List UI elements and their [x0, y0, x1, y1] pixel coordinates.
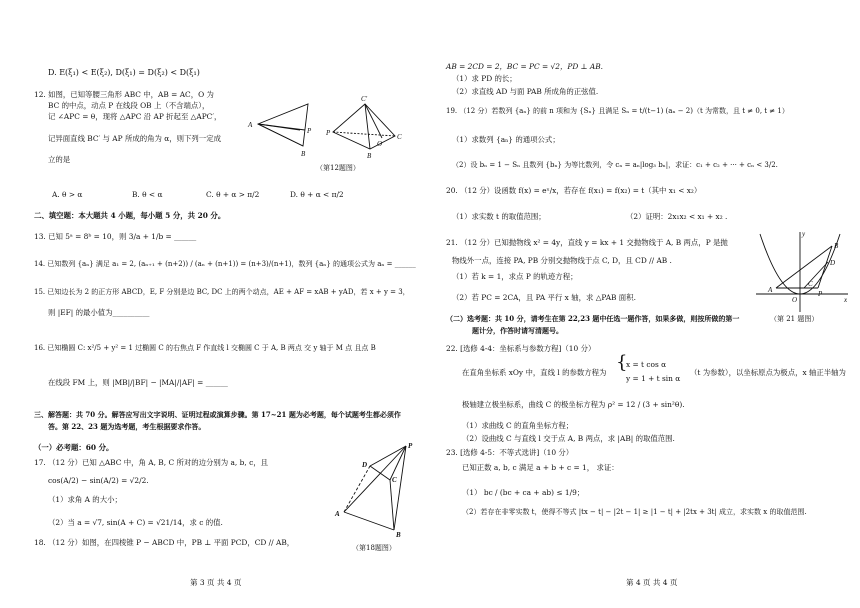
section3-line1: 三、解答题：共 70 分。解答应写出文字说明、证明过程或演算步骤。第 17~21 题为必考题，每个试题考生都必须作	[34, 410, 401, 419]
q18-line1: 18. （12 分）如图，在四棱锥 P − ABCD 中，PB ⊥ 平面 PCD，CD // AB，	[34, 538, 295, 547]
q17-line2: cos(A/2) − sin(A/2) = √2/2.	[48, 476, 149, 485]
q23-line1: 已知正数 a, b, c 满足 a + b + c = 1， 求证：	[462, 463, 619, 472]
q21-part1: （1）若 k = 1，求点 P 的轨迹方程；	[452, 272, 578, 281]
q18-continuation: AB = 2CD = 2，BC = PC = √2，PD ⊥ AB.	[446, 62, 604, 71]
q22-part2: （2）设曲线 C 与直线 l 交于点 A, B 两点，求 |AB| 的取值范围.	[462, 434, 675, 443]
q18-fig-label-p: P	[408, 442, 413, 450]
q21-fig-label-a: A	[768, 286, 773, 294]
right-page	[430, 0, 860, 608]
q21-part2: （2）若 PC = 2CA，且 PA 平行 x 轴，求 △PAB 面积.	[452, 293, 636, 302]
q12-caption: （第12题图）	[316, 164, 360, 172]
q21-fig-label-d: D	[830, 259, 836, 267]
q22-system-x: x = t cos α	[626, 360, 667, 369]
q17-line4: （2）当 a = √7, sin(A + C) = √21/14，求 c 的值.	[48, 518, 223, 527]
elective-line1: （二）选考题：共 10 分，请考生在第 22,23 题中任选一题作答，如果多做，则按所做的第一	[446, 314, 740, 323]
q19-part1: （1）求数列 {aₙ} 的通项公式；	[452, 135, 560, 144]
q17-line1: 17. （12 分）已知 △ABC 中，角 A, B, C 所对的边分别为 a, b, c，且	[34, 458, 268, 467]
q18-caption: （第18题图）	[352, 544, 396, 552]
q12-option-d: D. θ + α < π/2	[290, 190, 344, 199]
q19-line1: 19. （12 分）若数列 {aₙ} 的前 n 项和为 {Sₙ} 且满足 Sₙ = t/(t−1) (aₙ − 2)（t 为常数，且 t ≠ 0, t ≠ 1）	[446, 107, 789, 115]
q18-figure	[330, 440, 420, 540]
q18-part2: （2）求直线 AD 与面 PAB 所成角的正弦值.	[452, 87, 599, 96]
q12-line4: 记异面直线 BC′ 与 AP 所成的角为 α，则下列一定成	[48, 134, 221, 143]
q12-line2: BC 的中点，动点 P 在线段 OB 上（不含端点），	[48, 101, 210, 110]
compulsory-heading: （一）必考题：60 分。	[34, 443, 114, 452]
q12-option-b: B. θ < α	[132, 190, 163, 199]
q21-line2: 物线外一点，连接 PA, PB 分别交抛物线于点 C, D，且 CD // AB .	[452, 256, 672, 265]
q19-part2: （2）设 bₙ = 1 − Sₙ 且数列 {bₙ} 为等比数列，令 cₙ = aₙ|log₃ bₙ|，求证：c₁ + c₂ + ··· + cₙ < 3/2.	[452, 161, 778, 169]
q20-line1: 20. （12 分）设函数 f(x) = eˣ/x，若存在 f(x₁) = f(x₂) = t（其中 x₁ < x₂）	[446, 186, 702, 195]
q18-fig-label-b: B	[396, 531, 401, 539]
q18-fig-label-d: D	[362, 461, 368, 469]
q17-line3: （1）求角 A 的大小；	[48, 495, 122, 504]
q12-fig-label-b2: B	[367, 152, 372, 160]
q21-fig-label-o: O	[792, 296, 798, 304]
q13: 13. 已知 5ᵃ = 8ᵇ = 10，则 3/a + 1/b = ______	[34, 232, 197, 241]
q22-line1a: 在直角坐标系 xOy 中，直线 l 的参数方程为	[462, 368, 607, 377]
q18-fig-label-a: A	[335, 510, 340, 518]
q12-fig-label-c-prime: C'	[361, 95, 368, 103]
q21-fig-label-c: C	[808, 280, 813, 288]
q14: 14. 已知数列 {aₙ} 满足 a₁ = 2, (aₙ₊₁ + (n+2)) / (aₙ + (n+1)) = (n+3)/(n+1)，数列 {aₙ} 的通项公式为 aₙ = ______	[34, 260, 416, 268]
q12-line3: 记 ∠APC = θ，现将 △APC 沿 AP 折起至 △APC′，	[48, 112, 222, 121]
q23-part2: （2）若存在非零实数 t，使得不等式 |tx − t| − |2t − 1| ≥ |1 − t| + |2tx + 3t| 成立，求实数 x 的取值范围.	[462, 508, 807, 516]
q20-part2: （2）证明：2x₁x₂ < x₁ + x₂ .	[626, 212, 728, 221]
q22-line1b: （t 为参数），以坐标原点为极点，x 轴正半轴为	[690, 368, 846, 377]
q22-system-y: y = 1 + t sin α	[626, 374, 681, 383]
q20-part1: （1）求实数 t 的取值范围；	[452, 212, 546, 221]
q12-figure	[240, 94, 420, 164]
q23-part1: （1） bc / (bc + ca + ab) ≤ 1/9；	[462, 488, 585, 497]
q11-option-d: D. E(ξ₁) < E(ξ₂), D(ξ₁) = D(ξ₂) < D(ξ₁)	[48, 68, 200, 77]
q12-line5: 立的是	[48, 155, 71, 164]
q21-fig-label-b: B	[834, 242, 839, 250]
elective-line2: 题计分，作答时请写清题号。	[472, 326, 563, 335]
q21-caption: （第 21 题图）	[770, 315, 819, 323]
q12-fig-label-b1: B	[301, 150, 306, 158]
section3-line2: 答。第 22、23 题为选考题，考生根据要求作答。	[48, 422, 206, 431]
q22-part1: （1）求曲线 C 的直角坐标方程；	[462, 421, 574, 430]
q21-line1: 21. （12 分）已知抛物线 x² = 4y，直线 y = kx + 1 交抛物线于 A, B 两点，P 是抛	[446, 238, 728, 247]
q18-fig-label-c: C	[392, 476, 397, 484]
q12-fig-label-p2: P	[326, 129, 331, 137]
q16-line1: 16. 已知椭圆 C: x²/5 + y² = 1 过椭圆 C 的右焦点 F 作直线 l 交椭圆 C 于 A, B 两点 交 y 轴于 M 点 且点 B	[34, 344, 376, 352]
q12-fig-label-c: C	[397, 133, 402, 141]
q12-option-c: C. θ + α > π/2	[206, 190, 260, 199]
q22-title: 22. [选修 4-4：坐标系与参数方程]（10 分）	[446, 344, 596, 353]
q21-fig-label-p: P	[818, 290, 823, 298]
q18-part1: （1）求 PD 的长；	[452, 74, 517, 83]
right-page-footer: 第 4 页 共 4 页	[626, 578, 678, 587]
q22-brace: {	[616, 352, 628, 373]
section2-title: 二、填空题：本大题共 4 小题，每小题 5 分，共 20 分。	[34, 211, 226, 220]
q23-title: 23. [选修 4-5：不等式选讲]（10 分）	[446, 448, 574, 457]
q12-fig-label-p1: P	[307, 127, 312, 135]
q16-line2: 在线段 FM 上，则 |MB|/|BF| − |MA|/|AF| = ______	[48, 378, 228, 387]
q21-fig-label-x: x	[844, 296, 848, 304]
q15-line1: 15. 已知边长为 2 的正方形 ABCD，E, F 分别是边 BC, DC 上的两个动点，AE + AF = xAB + yAD，若 x + y = 3，	[34, 288, 410, 296]
q21-figure	[752, 228, 852, 314]
q12-line1: 12. 如图，已知等腰三角形 ABC 中，AB = AC，O 为	[34, 90, 214, 99]
q12-fig-label-a1: A	[248, 121, 253, 129]
q21-fig-label-y: y	[802, 230, 806, 238]
q22-line2: 极轴建立极坐标系，曲线 C 的极坐标方程为 ρ² = 12 / (3 + sin²θ).	[462, 400, 685, 409]
q12-fig-label-o: O	[377, 140, 383, 148]
left-page-footer: 第 3 页 共 4 页	[190, 578, 242, 587]
q15-line2: 则 |EF| 的最小值为__________	[48, 308, 150, 317]
q12-option-a: A. θ > α	[52, 190, 83, 199]
